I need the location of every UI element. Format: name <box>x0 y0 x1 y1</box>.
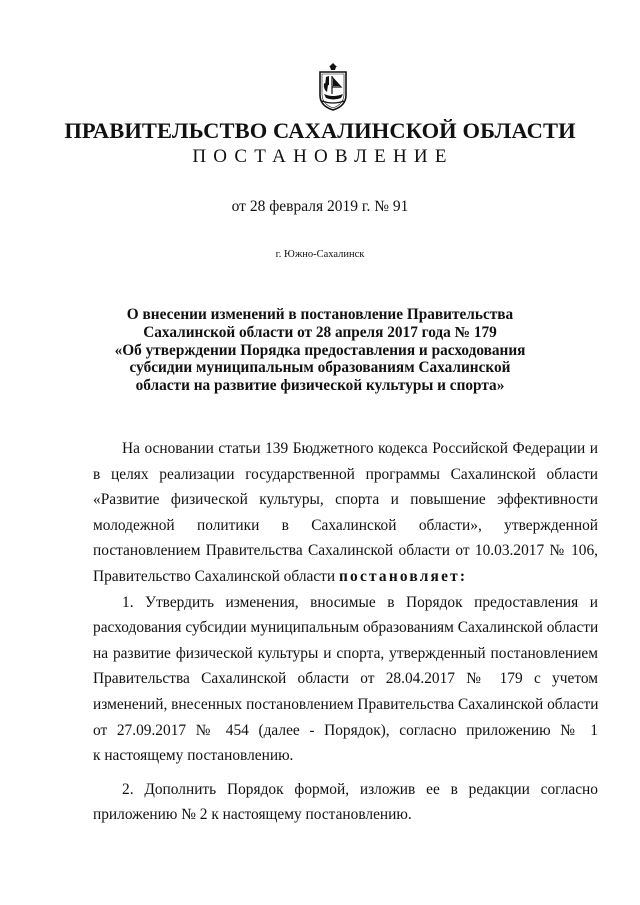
body-line: в целях реализации государственной программы Сахалинской области <box>93 465 598 483</box>
subject-line: Сахалинской области от 28 апреля 2017 года № 179 <box>143 323 497 341</box>
body-line: Правительства Сахалинской области от 28.04.2017 № 179 с учетом <box>93 670 598 688</box>
preamble-paragraph <box>93 436 598 590</box>
body-line: на развитие физической культуры и спорта, утвержденный постановлением <box>93 644 598 662</box>
body-line: изменений, внесенных постановлением Правительства Сахалинской области <box>93 695 599 713</box>
body-line: расходования субсидии муниципальным образованиям Сахалинской области <box>93 619 599 637</box>
body-line: 1. Утвердить изменения, вносимые в Порядок предоставления и <box>122 593 598 611</box>
body-line: На основании статьи 139 Бюджетного кодекса Российской Федерации и <box>122 440 598 457</box>
resolves-word: постановляет: <box>338 567 468 585</box>
paragraph-gap <box>93 769 598 777</box>
subject-line: О внесении изменений в постановление Правительства <box>126 306 514 323</box>
body-line: постановлением Правительства Сахалинской области от 10.03.2017 № 106, <box>93 542 598 560</box>
document-type: ПОСТАНОВЛЕНИЕ <box>192 146 454 167</box>
body-line: приложению № 2 к настоящему постановлению. <box>93 806 412 824</box>
document-subject <box>0 306 640 395</box>
body-line-last <box>93 564 598 590</box>
document-body <box>93 436 598 828</box>
item-1-paragraph <box>93 590 598 769</box>
document-city: г. Южно-Сахалинск <box>275 249 365 260</box>
document-date-number: от 28 февраля 2019 г. № 91 <box>231 198 409 215</box>
body-line: «Развитие физической культуры, спорта и повышение эффективности <box>93 491 598 509</box>
body-line: 2. Дополнить Порядок формой, изложив ее в редакции согласно <box>122 780 598 798</box>
item-2-paragraph <box>93 777 598 828</box>
body-line: от 27.09.2017 № 454 (далее - Порядок), согласно приложению № 1 <box>93 721 598 739</box>
preamble-subject: Правительство Сахалинской области <box>93 567 336 585</box>
organization-title: ПРАВИТЕЛЬСТВО САХАЛИНСКОЙ ОБЛАСТИ <box>64 118 576 143</box>
body-line: молодежной политики в Сахалинской области», утвержденной <box>93 516 598 534</box>
subject-line: субсидии муниципальным образованиям Сахалинской <box>129 359 511 377</box>
sakhalin-coat-of-arms-icon <box>317 61 349 111</box>
body-line: к настоящему постановлению. <box>93 747 294 765</box>
subject-line: области на развитие физической культуры и спорта» <box>135 377 505 395</box>
subject-line: «Об утверждении Порядка предоставления и расходования <box>114 341 526 359</box>
